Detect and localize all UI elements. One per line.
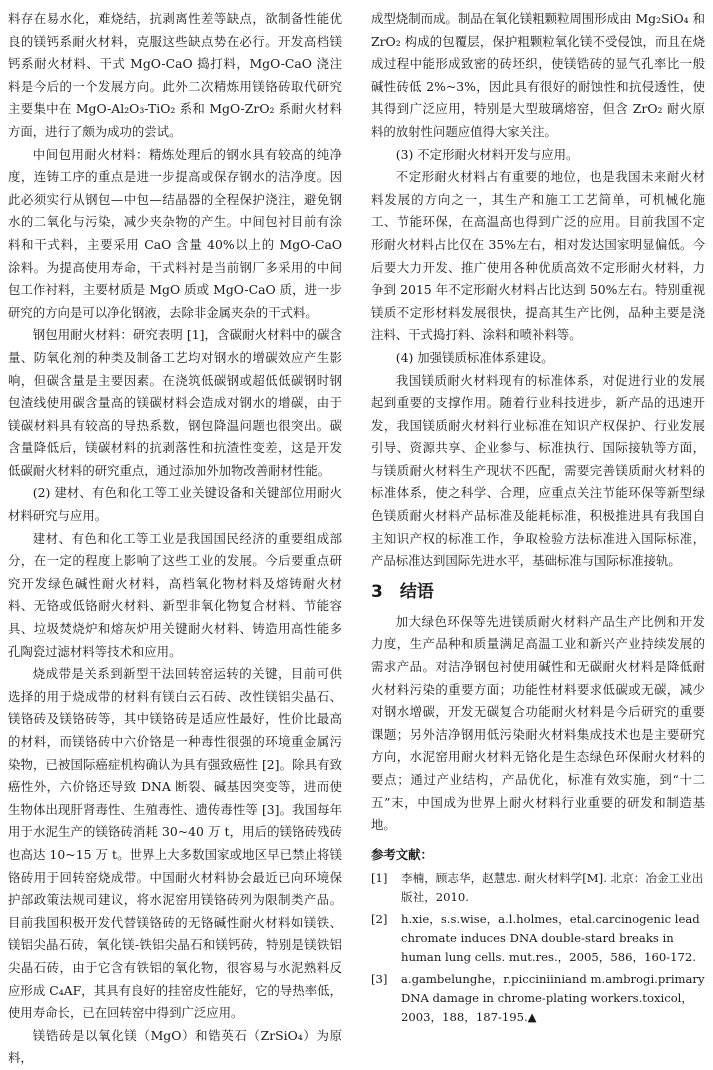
right-paragraph-3: 不定形耐火材料占有重要的地位，也是我国未来耐火材料发展的方向之一，其生产和施工工艺简单，可机械化施工、节能环保，在高温高也得到广泛的应用。目前我国不定形耐火材料占比仅在 35%左右，相对发达国家明显偏低。今后要大力开发、推广使用各种优质高效不定形耐火材料，力争到 2015 年不定形耐火材料占比达到 50%左右。特别重视镁质不定形材料发展很快，提高其生产比例，品种主要是浇注料、干式捣打料、涂料和喷补料等。 bbox=[371, 169, 705, 343]
references-title: 参考文献： bbox=[371, 846, 433, 862]
right-paragraph-2: (3) 不定形耐火材料开发与应用。 bbox=[395, 146, 579, 162]
left-paragraph-5: 建材、有色和化工等工业是我国国民经济的重要组成部分，在一定的程度上影响了这些工业的发展。今后要重点研究开发绿色碱性耐火材料，高档氧化物材料及熔铸耐火材料、无铬或低铬耐火材料、新型非氧化物复合材料、节能容具、垃圾焚烧炉和熔灰炉用关键耐火材料、铸造用高性能多孔陶瓷过滤材料等技术和应用。 bbox=[8, 530, 342, 659]
right-paragraph-5: 我国镁质耐火材料现有的标准体系，对促进行业的发展起到重要的支撑作用。随着行业科技进步，新产品的迅速开发，我国镁质耐火材料行业标准在知识产权保护、行业发展引导、资源共享、企业参与、标准执行、国际接轨等方面，与镁质耐火材料生产现状不匹配，需要完善镁质耐火材料的标准体系，使之科学、合理，应重点关注节能环保等新型绿色镁质耐火材料产品标准及能耗标准，积极推进具有我国自主知识产权的标准工作，争取检验方法标准进入国际标准，产品标准达到国际先进水平，基础标准与国际标准接轨。 bbox=[371, 372, 705, 569]
left-paragraph-7: 镁锆砖是以氧化镁（MgO）和锆英石（ZrSiO₄）为原料， bbox=[8, 1027, 342, 1066]
right-column bbox=[371, 8, 705, 1030]
left-paragraph-4: (2) 建材、有色和化工等工业关键设备和关键部位用耐火材料研究与应用。 bbox=[8, 485, 342, 524]
reference-text: a.gambelunghe，r.picciniiniand m.ambrogi.primary DNA damage in chrome-plating workers.toxicol，2003，188，187-195.▲ bbox=[401, 971, 705, 1024]
reference-number: [1] bbox=[371, 870, 388, 885]
left-paragraph-6: 烧成带是关系到新型干法回转窑运转的关键，目前可供选择的用于烧成带的材料有镁白云石砖、改性镁铝尖晶石、镁铬砖及镁铬砖等，其中镁铬砖是适应性最好，性价比最高的材料，而镁铬砖中六价铬是一种毒性很强的环境重金属污染物，已被国际癌症机构确认为具有强致癌性 [2]。除具有致癌性外，六价铬还导致 DNA 断裂、碱基因突变等，进而使生物体出现肝肾毒性、生殖毒性、遗传毒性等 [3]。我国每年用于水泥生产的镁铬砖消耗 30~40 万 t，用后的镁铬砖残砖也高达 10~15 万 t。世界上大多数国家或地区早已禁止将镁铬砖用于回转窑烧成带。中国耐火材料协会最近已向环境保护部政策法规司建议，将水泥窑用镁铬砖列为限制类产品。目前我国积极开发代替镁铬砖的无铬碱性耐火材料如镁铁、镁铝尖晶石砖，氧化镁-铁铝尖晶石和镁钙砖，特别是镁铁铝尖晶石砖，由于它含有铁铝的氧化物，很容易与水泥熟料反应形成 C₄AF，其具有良好的挂窑皮性能好，它的导热率低，使用寿命长，已在回转窑中得到广泛应用。 bbox=[8, 666, 342, 1021]
left-paragraph-3: 钢包用耐火材料：研究表明 [1]，含碳耐火材料中的碳含量、防氧化剂的种类及制备工艺均对钢水的增碳效应产生影响，但碳含量是主要因素。在浇筑低碳钢或超低低碳钢时钢包渣线使用碳含量高的镁碳材料会造成对钢水的增碳，由于镁碳材料具有较高的导热系数，钢包降温问题也很突出。碳含量降低后，镁碳材料的抗剥落性和抗渣性变差，这是开发低碳耐火材料的研究重点，通过添加外加物改善耐材性能。 bbox=[8, 327, 342, 478]
left-column bbox=[8, 8, 342, 1070]
reference-number: [2] bbox=[371, 911, 388, 926]
reference-text: 李楠，顾志华，赵慧忠. 耐火材料学[M]. 北京：冶金工业出版社，2010. bbox=[401, 870, 704, 904]
right-paragraph-4: (4) 加强镁质标准体系建设。 bbox=[395, 349, 554, 365]
reference-number: [3] bbox=[371, 971, 388, 986]
left-paragraph-1: 料存在易水化，难烧结，抗剥离性差等缺点，欲制备性能优良的镁钙系耐火材料，克服这些缺点势在必行。开发高档镁钙系耐火材料、干式 MgO-CaO 捣打料，MgO-CaO 浇注料是今后的一个发展方向。此外二次精炼用镁铬砖取代研究主要集中在 MgO-Al₂O₃-TiO₂ 系和 MgO-ZrO₂ 系耐火材料方面，进行了颇为成功的尝试。 bbox=[8, 11, 342, 139]
reference-text: h.xie，s.s.wise，a.l.holmes，etal.carcinogenic lead chromate induces DNA double-stard breaks in human lung cells. mut.res.，2005，586，160-172. bbox=[401, 911, 700, 964]
left-paragraph-2: 中间包用耐火材料：精炼处理后的钢水具有较高的纯净度，连铸工序的重点是进一步提高或保存钢水的洁净度。因此必须实行从钢包—中包—结晶器的全程保护浇注，避免钢水的二氧化与污染，减少夹杂物的产生。中间包衬目前有涂料和干式料，主要采用 CaO 含量 40%以上的 MgO-CaO 涂料。为提高使用寿命，干式料衬是当前钢厂多采用的中间包工作衬料，主要材质是 MgO 质或 MgO-CaO 质，进一步研究的方向是可以净化钢液，去除非金属夹杂的干式料。 bbox=[8, 146, 342, 320]
right-paragraph-1: 成型烧制而成。制品在氧化镁粗颗粒周围形成由 Mg₂SiO₄ 和 ZrO₂ 构成的包覆层，保护粗颗粒氧化镁不受侵蚀，而且在烧成过程中能形成致密的砖坯织，使镁锆砖的显气孔率比一般碱性砖低 2%~3%，因此具有很好的耐蚀性和抗侵透性，使其得到广泛应用，特别是大型玻璃熔窑，但含 ZrO₂ 耐火原料的放射性问题应值得大家关注。 bbox=[371, 11, 705, 139]
reference-item bbox=[371, 970, 705, 1027]
reference-item bbox=[371, 869, 705, 907]
conclusion-paragraph: 加大绿色环保等先进镁质耐火材料产品生产比例和开发力度，生产品种和质量满足高温工业和新兴产业持续发展的需求产品。对洁净钢包衬使用碱性和无碳耐火材料是降低耐火材料污染的重要方面；功能性材料要求低碳或无碳，减少对钢水增碳，开发无碳复合功能耐火材料是今后研究的重要课题；另外洁净钢用低污染耐火材料集成技术也是主要研究方向，水泥窑用耐火材料无铬化是生态绿色环保耐火材料的要点；通过产业结构，产品优化，标准有效实施，到“十二五”末，中国成为世界上耐火材料行业重要的研发和制造基地。 bbox=[371, 613, 705, 833]
reference-item bbox=[371, 910, 705, 967]
section-3-title: 3 结语 bbox=[371, 581, 434, 602]
